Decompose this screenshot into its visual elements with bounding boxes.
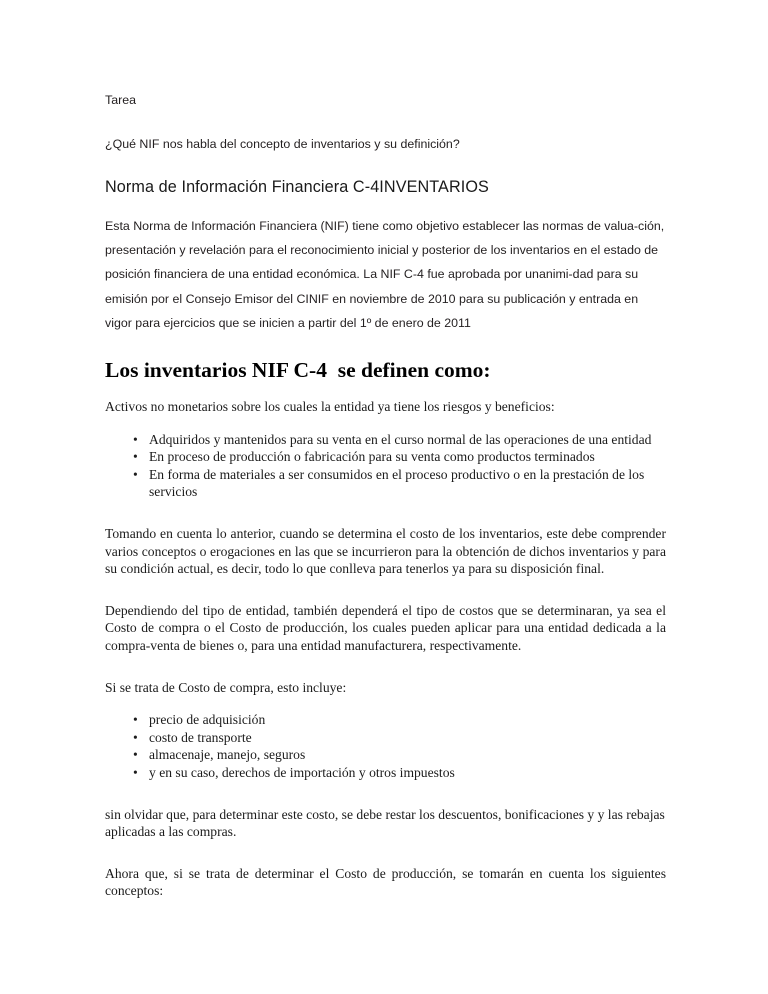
bullet-icon: • [133,466,138,482]
paragraph-tipo-entidad: Dependiendo del tipo de entidad, también dependerá el tipo de costos que se determinaran, ya sea el Costo de compra o el Costo de producción, los cuales pueden aplicar para una entidad dedicada a la compra-venta de bienes o, para una entidad manufacturera, respectivamente. [105,602,666,653]
list-item [105,729,666,747]
list-item [105,448,666,466]
paragraph-costos-inventarios: Tomando en cuenta lo anterior, cuando se determina el costo de los inventarios, este debe comprender varios conceptos o erogaciones en las que se incurrieron para la obtención de dichos inventarios y para su condición actual, es decir, todo lo que conlleva para tenerlos ya para su disposición final. [105,525,666,577]
spacer [105,516,665,525]
spacer [105,670,665,679]
bullet-icon: • [133,729,138,745]
spacer [105,856,665,865]
spacer [105,797,665,806]
list-item [105,746,666,764]
list-item-label: almacenaje, manejo, seguros [149,747,306,763]
list-item-label: y en su caso, derechos de importación y otros impuestos [149,764,455,780]
list-item-label: Adquiridos y mantenidos para su venta en el curso normal de las operaciones de una entidad [149,431,652,447]
list-item-label: En proceso de producción o fabricación para su venta como productos terminados [149,449,595,465]
bullet-icon: • [133,712,138,728]
assignment-question: ¿Qué NIF nos habla del concepto de inventarios y su definición? [105,137,460,151]
list-item [105,764,666,782]
list-item [105,431,666,449]
bullet-icon: • [133,431,138,447]
section-heading-nif: Norma de Información Financiera C-4INVENTARIOS [105,178,489,196]
document-content [105,88,665,900]
document-label: Tarea [105,93,136,107]
bullet-icon: • [133,449,138,465]
definition-bullet-list [105,431,666,501]
costo-compra-lead-paragraph: Si se trata de Costo de compra, esto incluye: [105,679,347,695]
paragraph-descuentos: sin olvidar que, para determinar este costo, se debe restar los descuentos, bonificaciones y y las rebajas aplicadas a las compras. [105,806,665,840]
paragraph-costo-produccion: Ahora que, si se trata de determinar el Costo de producción, se tomarán en cuenta los siguientes conceptos: [105,865,666,899]
bullet-icon: • [133,764,138,780]
intro-paragraph: Esta Norma de Información Financiera (NIF) tiene como objetivo establecer las normas de valua-ción, presentación y revelación para el reconocimiento inicial y posterior de los inventarios en el estado de posición financiera de una entidad económica. La NIF C-4 fue aprobada por unanimi-dad para su emisión por el Consejo Emisor del CINIF en noviembre de 2010 para su publicación y entrada en vigor para ejercicios que se inicien a partir del 1º de enero de 2011 [105,219,665,330]
list-item [105,711,666,729]
definition-heading: Los inventarios NIF C-4 se definen como: [105,358,491,383]
spacer [105,593,665,602]
costo-compra-bullet-list [105,711,666,781]
list-item-label: En forma de materiales a ser consumidos en el proceso productivo o en la prestación de los servicios [149,466,645,500]
bullet-icon: • [133,747,138,763]
definition-lead-paragraph: Activos no monetarios sobre los cuales la entidad ya tiene los riesgos y beneficios: [105,399,555,415]
list-item [105,466,666,501]
list-item-label: precio de adquisición [149,712,266,728]
list-item-label: costo de transporte [149,729,252,745]
